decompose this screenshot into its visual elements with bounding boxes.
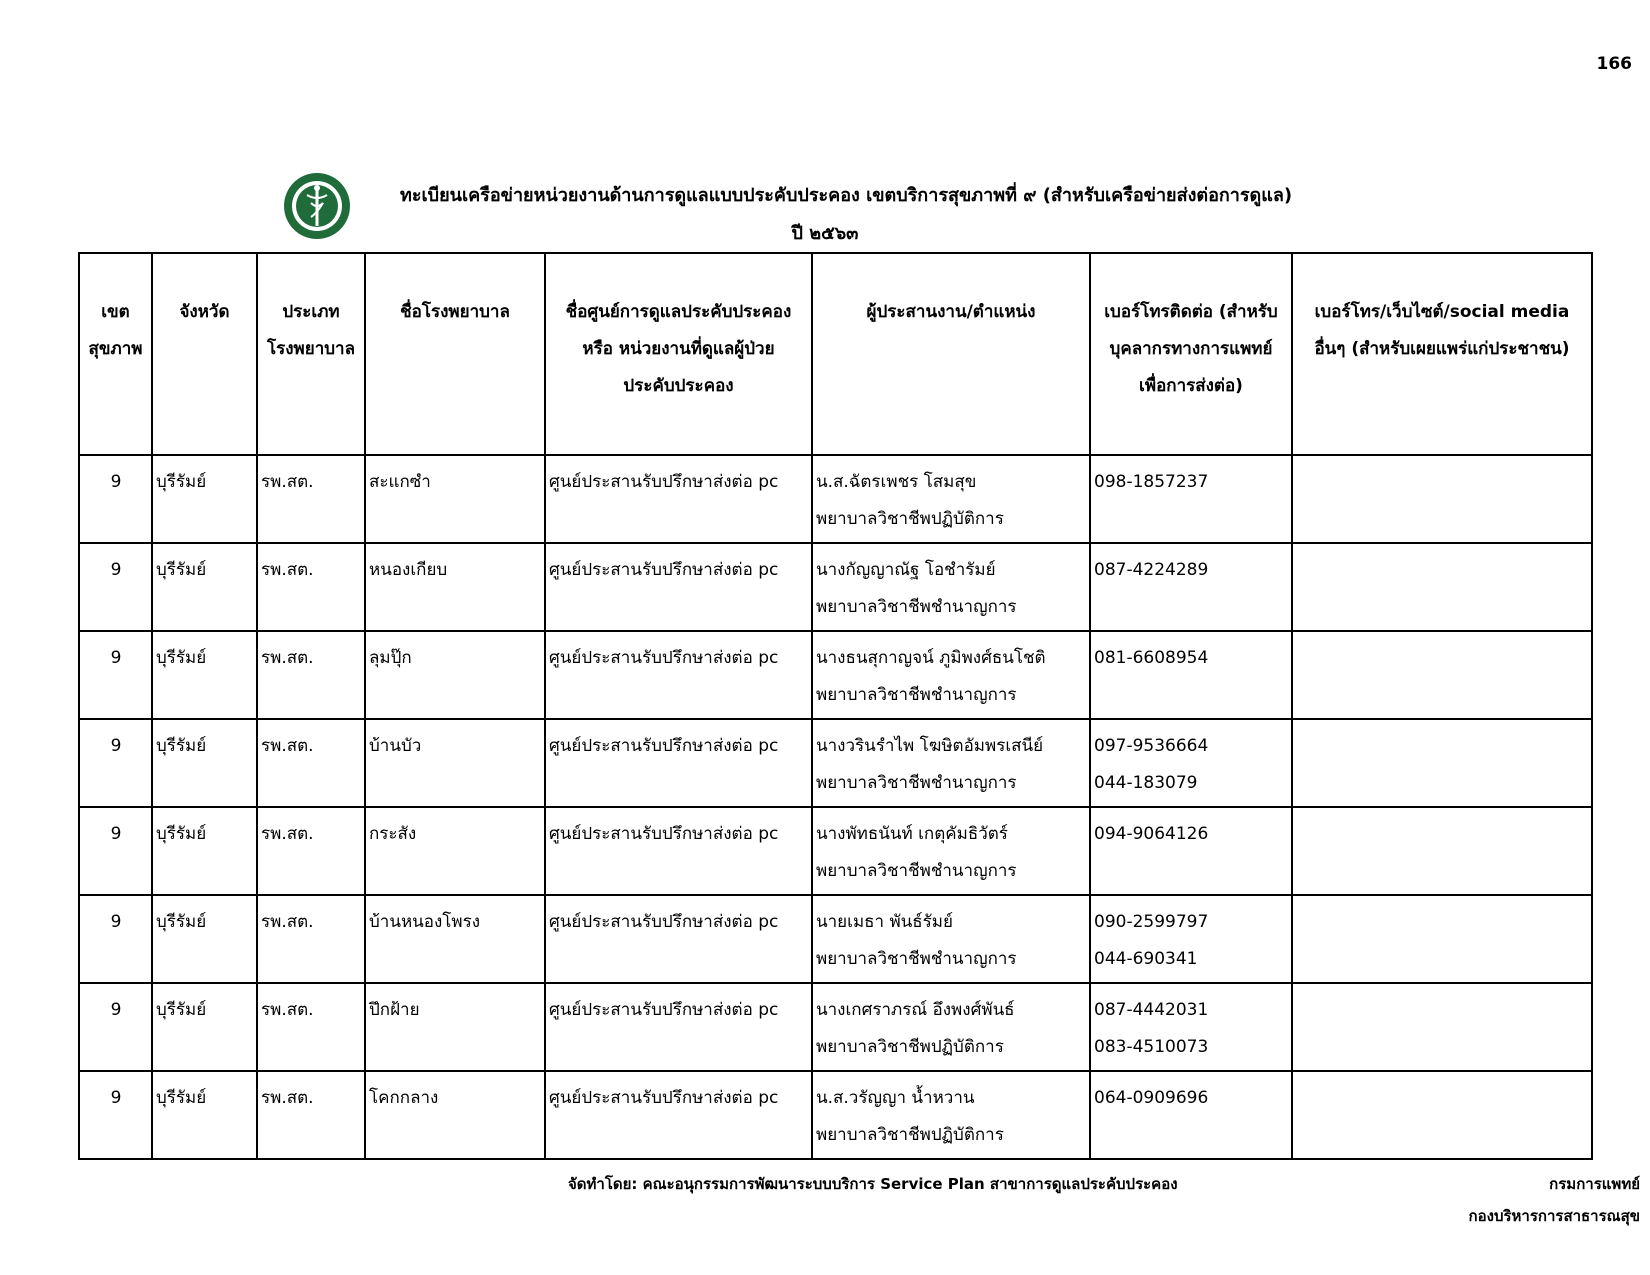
cell-province: บุรีรัมย์ — [152, 807, 257, 895]
cell-hospital: กระสัง — [365, 807, 545, 895]
column-header-center: ชื่อศูนย์การดูแลประคับประคอง หรือ หน่วยงานที่ดูแลผู้ป่วย ประคับประคอง — [545, 253, 812, 455]
footer-prepared-by: จัดทำโดย: คณะอนุกรรมการพัฒนาระบบบริการ Service Plan สาขาการดูแลประคับประคอง — [568, 1175, 1178, 1193]
cell-zone: 9 — [79, 983, 152, 1071]
cell-zone: 9 — [79, 807, 152, 895]
cell-public-contact — [1292, 631, 1592, 719]
table-row — [79, 719, 1592, 807]
footer-division: กองบริหารการสาธารณสุข — [1468, 1207, 1640, 1225]
column-header-hospital: ชื่อโรงพยาบาล — [365, 253, 545, 455]
cell-public-contact — [1292, 719, 1592, 807]
cell-type: รพ.สต. — [257, 895, 365, 983]
column-header-zone: เขต สุขภาพ — [79, 253, 152, 455]
cell-public-contact — [1292, 455, 1592, 543]
cell-public-contact — [1292, 983, 1592, 1071]
cell-coordinator: นางวรินรำไพ โฆษิตอัมพรเสนีย์ พยาบาลวิชาชีพชำนาญการ — [812, 719, 1090, 807]
cell-hospital: สะแกซำ — [365, 455, 545, 543]
cell-phone: 087-4224289 — [1090, 543, 1292, 631]
cell-center: ศูนย์ประสานรับปรึกษาส่งต่อ pc — [545, 983, 812, 1071]
table-header-row — [79, 253, 1592, 455]
footer-department: กรมการแพทย์ — [1549, 1175, 1640, 1193]
column-header-coordinator: ผู้ประสานงาน/ตำแหน่ง — [812, 253, 1090, 455]
cell-province: บุรีรัมย์ — [152, 455, 257, 543]
cell-type: รพ.สต. — [257, 719, 365, 807]
cell-hospital: บ้านบัว — [365, 719, 545, 807]
document-title: ทะเบียนเครือข่ายหน่วยงานด้านการดูแลแบบประคับประคอง เขตบริการสุขภาพที่ ๙ (สำหรับเครือข่ายส่งต่อการดูแล) — [400, 185, 1293, 206]
cell-public-contact — [1292, 1071, 1592, 1159]
cell-type: รพ.สต. — [257, 543, 365, 631]
cell-center: ศูนย์ประสานรับปรึกษาส่งต่อ pc — [545, 455, 812, 543]
cell-phone: 087-4442031 083-4510073 — [1090, 983, 1292, 1071]
cell-coordinator: นางพัทธนันท์ เกตุคัมธิวัตร์ พยาบาลวิชาชีพชำนาญการ — [812, 807, 1090, 895]
cell-phone: 098-1857237 — [1090, 455, 1292, 543]
cell-center: ศูนย์ประสานรับปรึกษาส่งต่อ pc — [545, 719, 812, 807]
column-header-province: จังหวัด — [152, 253, 257, 455]
cell-phone: 090-2599797 044-690341 — [1090, 895, 1292, 983]
table-row — [79, 543, 1592, 631]
cell-zone: 9 — [79, 455, 152, 543]
cell-type: รพ.สต. — [257, 807, 365, 895]
cell-public-contact — [1292, 543, 1592, 631]
table-body — [79, 455, 1592, 1159]
cell-zone: 9 — [79, 543, 152, 631]
column-header-contact-phone: เบอร์โทรติดต่อ (สำหรับ บุคลากรทางการแพทย์ เพื่อการส่งต่อ) — [1090, 253, 1292, 455]
document-subtitle: ปี ๒๕๖๓ — [791, 223, 859, 244]
cell-type: รพ.สต. — [257, 983, 365, 1071]
cell-coordinator: นางเกศราภรณ์ อึงพงศ์พันธ์ พยาบาลวิชาชีพปฏิบัติการ — [812, 983, 1090, 1071]
cell-public-contact — [1292, 807, 1592, 895]
cell-zone: 9 — [79, 719, 152, 807]
cell-center: ศูนย์ประสานรับปรึกษาส่งต่อ pc — [545, 631, 812, 719]
table-row — [79, 1071, 1592, 1159]
cell-hospital: ลุมปุ๊ก — [365, 631, 545, 719]
cell-zone: 9 — [79, 1071, 152, 1159]
column-header-type: ประเภท โรงพยาบาล — [257, 253, 365, 455]
cell-type: รพ.สต. — [257, 1071, 365, 1159]
cell-hospital: โคกกลาง — [365, 1071, 545, 1159]
cell-province: บุรีรัมย์ — [152, 983, 257, 1071]
page-number: 166 — [1596, 54, 1632, 74]
cell-province: บุรีรัมย์ — [152, 719, 257, 807]
cell-province: บุรีรัมย์ — [152, 895, 257, 983]
table-row — [79, 455, 1592, 543]
cell-center: ศูนย์ประสานรับปรึกษาส่งต่อ pc — [545, 807, 812, 895]
cell-center: ศูนย์ประสานรับปรึกษาส่งต่อ pc — [545, 543, 812, 631]
cell-zone: 9 — [79, 631, 152, 719]
cell-coordinator: นายเมธา พันธ์รัมย์ พยาบาลวิชาชีพชำนาญการ — [812, 895, 1090, 983]
registry-table — [78, 252, 1593, 1160]
cell-phone: 094-9064126 — [1090, 807, 1292, 895]
cell-public-contact — [1292, 895, 1592, 983]
cell-zone: 9 — [79, 895, 152, 983]
cell-coordinator: นางธนสุกาญจน์ ภูมิพงศ์ธนโชติ พยาบาลวิชาชีพชำนาญการ — [812, 631, 1090, 719]
cell-type: รพ.สต. — [257, 631, 365, 719]
cell-phone: 064-0909696 — [1090, 1071, 1292, 1159]
cell-coordinator: น.ส.วรัญญา น้ำหวาน พยาบาลวิชาชีพปฏิบัติการ — [812, 1071, 1090, 1159]
cell-coordinator: นางกัญญาณัฐ โอชำรัมย์ พยาบาลวิชาชีพชำนาญการ — [812, 543, 1090, 631]
cell-coordinator: น.ส.ฉัตรเพชร โสมสุข พยาบาลวิชาชีพปฏิบัติการ — [812, 455, 1090, 543]
cell-hospital: หนองเกียบ — [365, 543, 545, 631]
table-row — [79, 807, 1592, 895]
cell-province: บุรีรัมย์ — [152, 1071, 257, 1159]
cell-phone: 081-6608954 — [1090, 631, 1292, 719]
cell-province: บุรีรัมย์ — [152, 543, 257, 631]
table-row — [79, 895, 1592, 983]
cell-hospital: ปึกฝ้าย — [365, 983, 545, 1071]
cell-province: บุรีรัมย์ — [152, 631, 257, 719]
table-row — [79, 631, 1592, 719]
cell-center: ศูนย์ประสานรับปรึกษาส่งต่อ pc — [545, 895, 812, 983]
table-row — [79, 983, 1592, 1071]
cell-phone: 097-9536664 044-183079 — [1090, 719, 1292, 807]
cell-hospital: บ้านหนองโพรง — [365, 895, 545, 983]
cell-center: ศูนย์ประสานรับปรึกษาส่งต่อ pc — [545, 1071, 812, 1159]
column-header-public-contact: เบอร์โทร/เว็บไซต์/social media อื่นๆ (สำหรับเผยแพร่แก่ประชาชน) — [1292, 253, 1592, 455]
cell-type: รพ.สต. — [257, 455, 365, 543]
